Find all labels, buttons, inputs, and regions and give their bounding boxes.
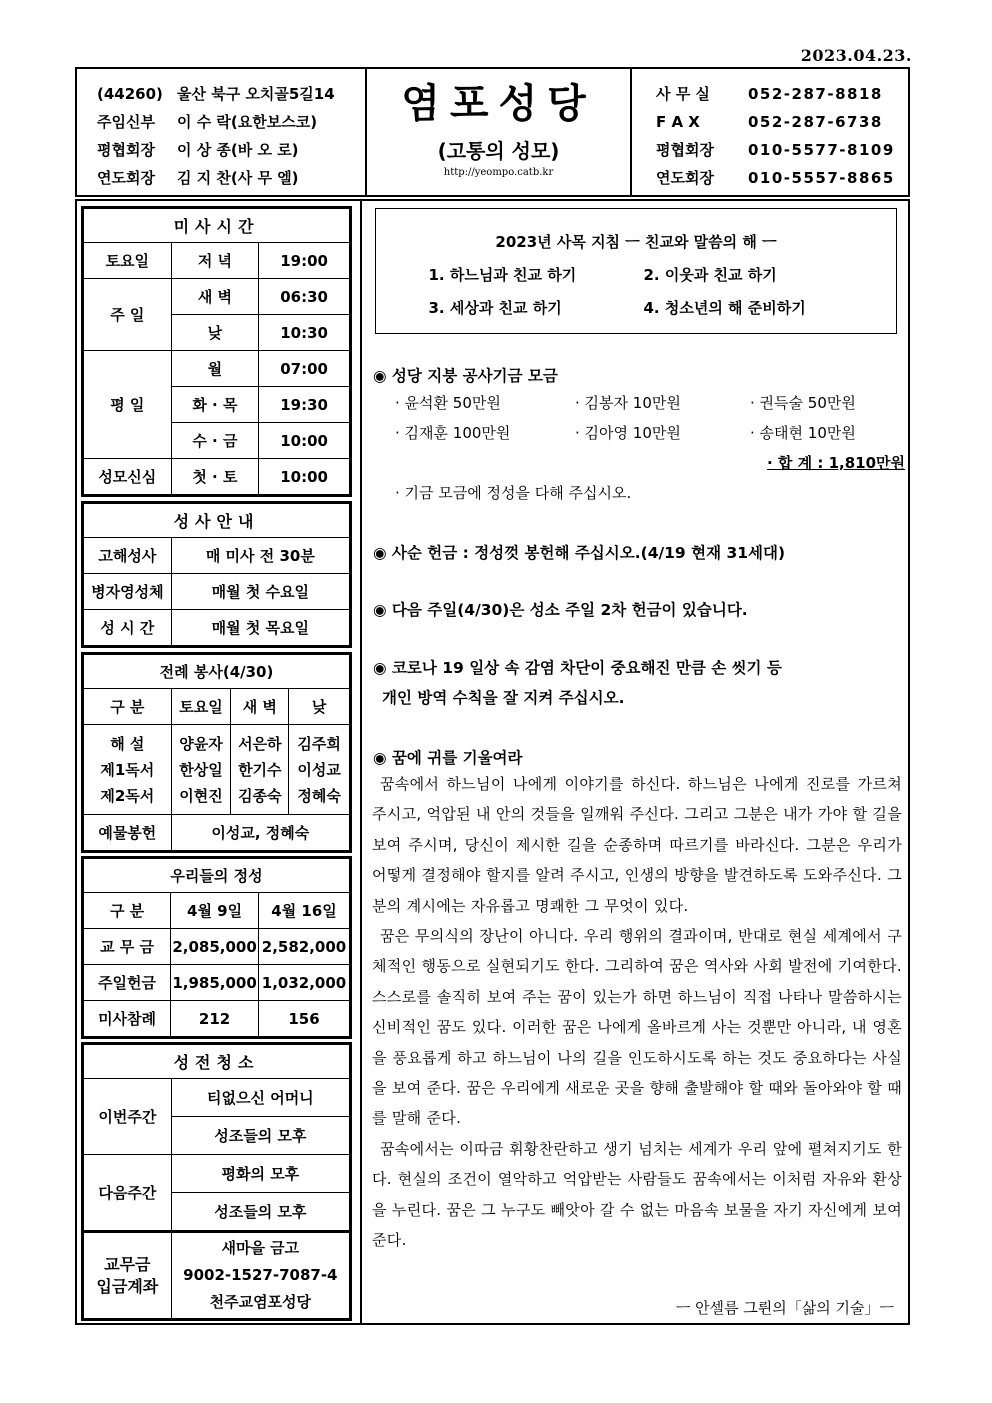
sunday-collection-apr16: 1,032,000 <box>259 965 350 1001</box>
offering-head-category: 구 분 <box>84 893 171 929</box>
pastor-name: 이 수 락(요한보스코) <box>177 113 318 131</box>
account-label-line2: 입금계좌 <box>96 1276 159 1296</box>
donor-item: · 송태현 10만원 <box>750 424 856 442</box>
prayer-president-label: 연도회장 <box>97 169 155 187</box>
name: 양윤자 <box>179 734 223 753</box>
wed-fri-time: 10:00 <box>259 423 350 459</box>
focus-item-1: 1. 하느님과 친교 하기 <box>428 266 577 284</box>
sunday-collection-apr9: 1,985,000 <box>171 965 259 1001</box>
attendance-apr16: 156 <box>259 1001 350 1037</box>
focus-item-4: 4. 청소년의 해 준비하기 <box>643 299 806 317</box>
donor-item: · 윤석환 50만원 <box>395 394 501 412</box>
council-phone-label: 평협회장 <box>656 141 714 159</box>
liturgy-head-day: 낮 <box>289 689 350 725</box>
dream-article-body <box>372 769 902 1256</box>
roof-fund-note: · 기금 모금에 정성을 다해 주십시오. <box>395 484 632 502</box>
offertory-label: 예물봉헌 <box>84 815 172 851</box>
left-column <box>77 201 362 1323</box>
vocation-sunday-notice: ◉ 다음 주일(4/30)은 성소 주일 2차 헌금이 있습니다. <box>373 601 748 619</box>
offertory-names: 이성교, 정혜숙 <box>171 815 349 851</box>
council-phone: 010-5577-8109 <box>748 141 895 159</box>
liturgy-title: 전례 봉사(4/30) <box>84 655 350 689</box>
office-label: 사 무 실 <box>656 85 710 103</box>
fax-number: 052-287-6738 <box>748 113 883 131</box>
church-url[interactable]: http://yeompo.catb.kr <box>443 167 554 178</box>
saturday-label: 토요일 <box>84 243 172 279</box>
marian-devotion-label: 성모신심 <box>84 459 172 495</box>
postal-code: (44260) <box>97 85 163 103</box>
donation-total: · 합 계 : 1,810만원 <box>767 454 905 472</box>
dream-paragraph-3: 꿈속에서는 이따금 휘황찬란하고 생기 넘치는 세계가 우리 앞에 펼쳐지기도 한다. 현실의 조건이 열악하고 억압받는 사람들도 꿈속에서는 이처럼 자유와 환상을 누린다. 꿈은 그 누구도 빼앗아 갈 수 없는 마음속 보물을 자기 자신에게 보여 준다. <box>372 1139 902 1250</box>
header-contact-block <box>632 69 908 195</box>
holy-hour-value: 매월 첫 목요일 <box>171 610 349 646</box>
wed-fri-label: 수 · 금 <box>171 423 259 459</box>
bank-name: 새마을 금고 <box>221 1239 300 1257</box>
liturgy-service-table <box>83 654 350 851</box>
next-week-group-a: 평화의 모후 <box>171 1155 349 1193</box>
dream-paragraph-2: 꿈은 무의식의 장난이 아니다. 우리 행위의 결과이며, 반대로 현실 세계에서 구체적인 행동으로 실현되기도 한다. 그리하여 꿈은 역사와 사회 발전에 기여한다. 스스로를 솔직히 보여 주는 꿈이 있는가 하면 하느님이 직접 나타나 말씀하시는 신비적인 꿈도 있다. 이러한 꿈은 나에게 올바르게 사는 것뿐만 아니라, 내 영혼을 풍요롭게 하고 하느님이 나의 길을 인도하시도록 하는 것도 중요하다는 사실을 보여 준다. 꿈은 우리에게 새로운 곳을 향해 출발해야 할 때와 돌아와야 할 때를 말해 준다. <box>372 927 902 1128</box>
name: 김주희 <box>297 734 341 753</box>
dream-paragraph-1: 꿈속에서 하느님이 나에게 이야기를 하신다. 하느님은 나에게 진로를 가르쳐 주시고, 억압된 내 안의 것들을 일깨워 주신다. 그리고 그분은 내가 가야 할 길을 보여 주시며, 당신이 제시한 길을 순종하며 따르기를 바라신다. 그분은 우리가 어떻게 결정해야 할지를 알려 주시고, 인생의 방향을 발견하도록 도와주신다. 그분의 계시에는 자유롭고 명쾌한 그 무엇이 있다. <box>372 775 902 915</box>
cleaning-table <box>83 1044 350 1231</box>
attendance-label: 미사참례 <box>84 1001 171 1037</box>
holy-hour-label: 성 시 간 <box>84 610 172 646</box>
main-box <box>75 199 910 1325</box>
liturgy-saturday-names <box>171 725 231 815</box>
sacraments-table <box>83 503 350 646</box>
sunday-label: 주 일 <box>84 279 172 351</box>
roof-fund-title: ◉ 성당 지붕 공사기금 모금 <box>373 367 558 385</box>
name: 정혜숙 <box>297 786 341 805</box>
this-week-group-a: 티없으신 어머니 <box>171 1079 349 1117</box>
account-info <box>171 1233 349 1319</box>
lent-offering-notice: ◉ 사순 헌금 : 정성껏 봉헌해 주십시오.(4/19 현재 31세대) <box>373 544 786 562</box>
pastoral-focus-box <box>375 208 897 334</box>
offering-table <box>83 858 350 1037</box>
weekday-label: 평 일 <box>84 351 172 459</box>
mass-times-title: 미사시간 <box>84 209 350 243</box>
tithe-apr9: 2,085,000 <box>171 929 259 965</box>
sick-communion-value: 매월 첫 수요일 <box>171 574 349 610</box>
sick-communion-label: 병자영성체 <box>84 574 172 610</box>
donor-item: · 김아영 10만원 <box>575 424 681 442</box>
prayer-phone-label: 연도회장 <box>656 169 714 187</box>
liturgy-day-names <box>289 725 350 815</box>
saturday-time: 19:00 <box>259 243 350 279</box>
name: 이성교 <box>297 760 341 779</box>
noon-label: 낮 <box>171 315 259 351</box>
sunday-noon-time: 10:30 <box>259 315 350 351</box>
liturgy-roles <box>84 725 172 815</box>
next-week-group-b: 성조들의 모후 <box>171 1193 349 1231</box>
role-first-reading: 제1독서 <box>100 760 155 779</box>
address: 울산 북구 오치골5길14 <box>177 85 335 103</box>
header-title-block <box>367 69 632 195</box>
liturgy-head-dawn: 새 벽 <box>231 689 289 725</box>
focus-item-3: 3. 세상과 친교 하기 <box>428 299 562 317</box>
article-source: ㅡ 안셀름 그륀의「삶의 기술」ㅡ <box>675 1299 894 1317</box>
attendance-apr9: 212 <box>171 1001 259 1037</box>
cleaning-title: 성전청소 <box>84 1045 350 1079</box>
focus-item-2: 2. 이웃과 친교 하기 <box>643 266 777 284</box>
donor-item: · 권득술 50만원 <box>750 394 856 412</box>
pastor-label: 주임신부 <box>97 113 155 131</box>
role-second-reading: 제2독서 <box>100 786 155 805</box>
council-president-label: 평협회장 <box>97 141 155 159</box>
pastoral-focus-title: 2023년 사목 지침 ㅡ 친교와 말씀의 해 ㅡ <box>495 233 777 251</box>
sunday-dawn-time: 06:30 <box>259 279 350 315</box>
account-label-line1: 교무금 <box>104 1254 151 1274</box>
offering-head-apr16: 4월 16일 <box>259 893 350 929</box>
council-president-name: 이 상 종(바 오 로) <box>177 141 299 159</box>
account-label <box>84 1233 172 1319</box>
liturgy-head-saturday: 토요일 <box>171 689 231 725</box>
liturgy-dawn-names <box>231 725 289 815</box>
offering-title: 우리들의 정성 <box>84 859 350 893</box>
name: 서은하 <box>238 734 282 753</box>
donor-item: · 김봉자 10만원 <box>575 394 681 412</box>
name: 김종숙 <box>238 786 282 805</box>
name: 한기수 <box>238 760 282 779</box>
tithe-label: 교 무 금 <box>84 929 171 965</box>
covid-notice-line2: 개인 방역 수칙을 잘 지켜 주십시오. <box>382 689 625 707</box>
account-holder: 천주교염포성당 <box>209 1293 312 1311</box>
evening-label: 저 녁 <box>171 243 259 279</box>
prayer-president-name: 김 지 찬(사 무 엘) <box>177 169 299 187</box>
name: 한상일 <box>179 760 223 779</box>
sacraments-title: 성사안내 <box>84 504 350 538</box>
offering-head-apr9: 4월 9일 <box>171 893 259 929</box>
church-subtitle: (고통의 성모) <box>437 139 560 163</box>
next-week-label: 다음주간 <box>84 1155 172 1231</box>
fax-label: F A X <box>656 113 700 131</box>
account-number: 9002-1527-7087-4 <box>183 1266 338 1284</box>
prayer-phone: 010-5557-8865 <box>748 169 895 187</box>
covid-notice-line1: ◉ 코로나 19 일상 속 감염 차단이 중요해진 만큼 손 씻기 등 <box>373 659 782 677</box>
sunday-collection-label: 주일헌금 <box>84 965 171 1001</box>
office-phone: 052-287-8818 <box>748 85 883 103</box>
donor-list <box>395 388 905 508</box>
role-commentary: 해 설 <box>110 734 145 753</box>
dawn-label: 새 벽 <box>171 279 259 315</box>
tue-thu-label: 화 · 목 <box>171 387 259 423</box>
this-week-label: 이번주간 <box>84 1079 172 1155</box>
account-table <box>83 1232 350 1319</box>
marian-devotion-time: 10:00 <box>259 459 350 495</box>
tithe-apr16: 2,582,000 <box>259 929 350 965</box>
monday-label: 월 <box>171 351 259 387</box>
dream-article-title: ◉ 꿈에 귀를 기울여라 <box>373 749 523 767</box>
this-week-group-b: 성조들의 모후 <box>171 1117 349 1155</box>
donor-item: · 김재훈 100만원 <box>395 424 511 442</box>
liturgy-head-category: 구 분 <box>84 689 172 725</box>
church-name: 염포성당 <box>401 81 596 127</box>
confession-label: 고해성사 <box>84 538 172 574</box>
mass-times-table <box>83 208 350 495</box>
name: 이현진 <box>179 786 223 805</box>
tue-thu-time: 19:30 <box>259 387 350 423</box>
header-box <box>75 67 910 197</box>
confession-value: 매 미사 전 30분 <box>171 538 349 574</box>
bulletin-date: 2023.04.23. <box>800 46 912 65</box>
monday-time: 07:00 <box>259 351 350 387</box>
first-saturday-label: 첫 · 토 <box>171 459 259 495</box>
header-address-block <box>77 69 367 195</box>
